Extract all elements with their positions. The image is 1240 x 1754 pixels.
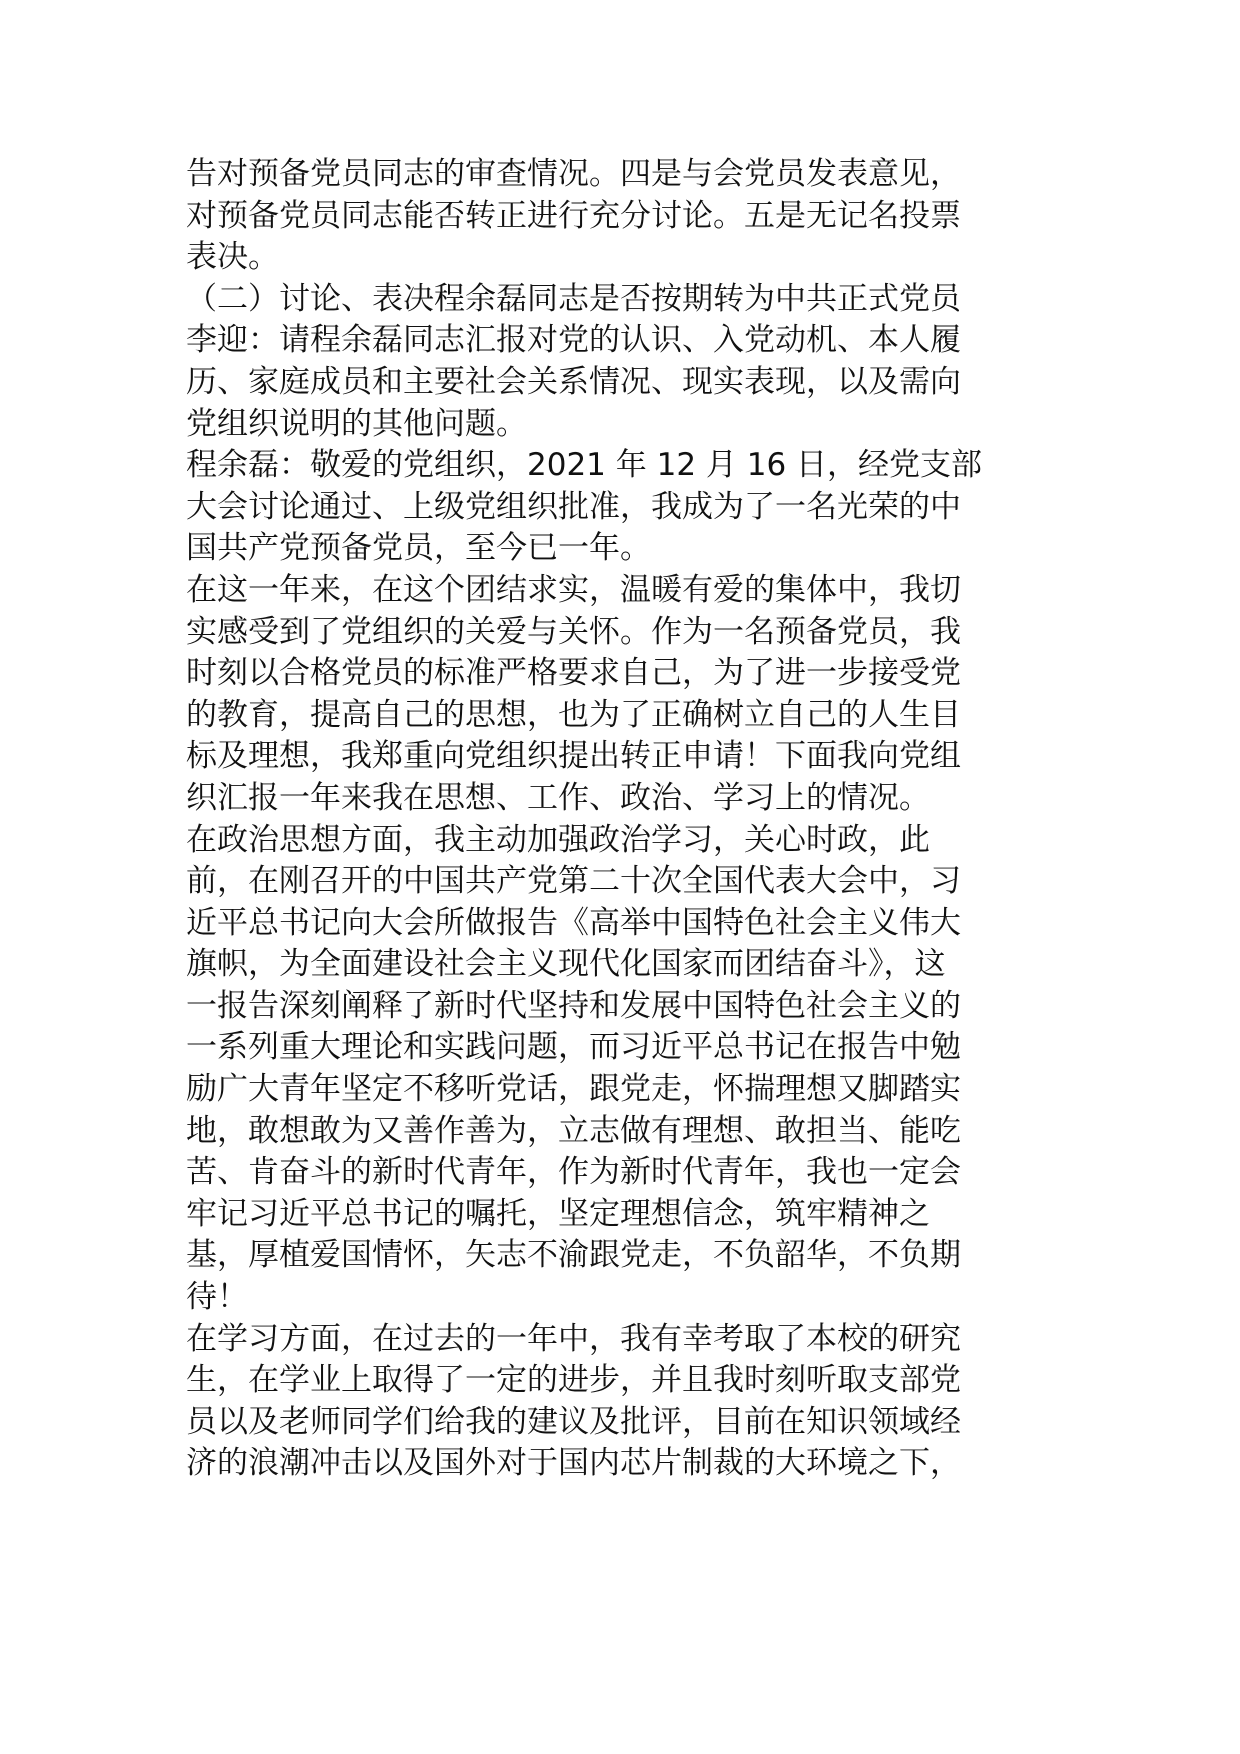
- text-line: 待！: [186, 1279, 248, 1316]
- text-line: 李迎：请程余磊同志汇报对党的认识、入党动机、本人履: [186, 322, 961, 359]
- text-line: 的教育，提高自己的思想，也为了正确树立自己的人生目: [186, 696, 961, 733]
- text-line: 一系列重大理论和实践问题，而习近平总书记在报告中勉: [186, 1029, 961, 1066]
- text-line: 近平总书记向大会所做报告《高举中国特色社会主义伟大: [186, 904, 961, 941]
- text-line: 国共产党预备党员，至今已一年。: [186, 530, 651, 567]
- text-line: 大会讨论通过、上级党组织批准，我成为了一名光荣的中: [186, 488, 961, 525]
- text-line: 旗帜，为全面建设社会主义现代化国家而团结奋斗》，这: [186, 946, 946, 983]
- text-line: 员以及老师同学们给我的建议及批评，目前在知识领域经: [186, 1403, 961, 1440]
- text-line: 表决。: [186, 239, 279, 276]
- text-line: 在学习方面，在过去的一年中，我有幸考取了本校的研究: [186, 1320, 961, 1357]
- text-line: 一报告深刻阐释了新时代坚持和发展中国特色社会主义的: [186, 987, 961, 1024]
- text-line: 前，在刚召开的中国共产党第二十次全国代表大会中，习: [186, 863, 961, 900]
- text-line: 地，敢想敢为又善作善为，立志做有理想、敢担当、能吃: [186, 1112, 961, 1149]
- text-line: 基，厚植爱国情怀，矢志不渝跟党走，不负韶华，不负期: [186, 1237, 961, 1274]
- text-line: 在这一年来，在这个团结求实，温暖有爱的集体中，我切: [186, 571, 961, 608]
- text-line: 历、家庭成员和主要社会关系情况、现实表现，以及需向: [186, 363, 961, 400]
- text-line: 在政治思想方面，我主动加强政治学习，关心时政，此: [186, 821, 930, 858]
- text-line: 织汇报一年来我在思想、工作、政治、学习上的情况。: [186, 779, 930, 816]
- text-line: 时刻以合格党员的标准严格要求自己，为了进一步接受党: [186, 655, 961, 692]
- text-line: 实感受到了党组织的关爱与关怀。作为一名预备党员，我: [186, 613, 961, 650]
- text-line: 牢记习近平总书记的嘱托，坚定理想信念，筑牢精神之: [186, 1195, 930, 1232]
- document-page: [186, 154, 1054, 1485]
- text-line: 党组织说明的其他问题。: [186, 405, 527, 442]
- text-line: 告对预备党员同志的审查情况。四是与会党员发表意见，: [186, 156, 961, 192]
- text-line: 程余磊：敬爱的党组织，2021 年 12 月 16 日，经党支部: [186, 447, 983, 484]
- text-line: 标及理想，我郑重向党组织提出转正申请！下面我向党组: [186, 738, 961, 775]
- text-line: 济的浪潮冲击以及国外对于国内芯片制裁的大环境之下，: [186, 1445, 961, 1482]
- text-line: 生，在学业上取得了一定的进步，并且我时刻听取支部党: [186, 1362, 961, 1399]
- section-heading: （二）讨论、表决程余磊同志是否按期转为中共正式党员: [186, 280, 961, 317]
- text-line: 苦、肯奋斗的新时代青年，作为新时代青年，我也一定会: [186, 1154, 961, 1191]
- text-line: 励广大青年坚定不移听党话，跟党走，怀揣理想又脚踏实: [186, 1071, 961, 1108]
- text-line: 对预备党员同志能否转正进行充分讨论。五是无记名投票: [186, 197, 961, 234]
